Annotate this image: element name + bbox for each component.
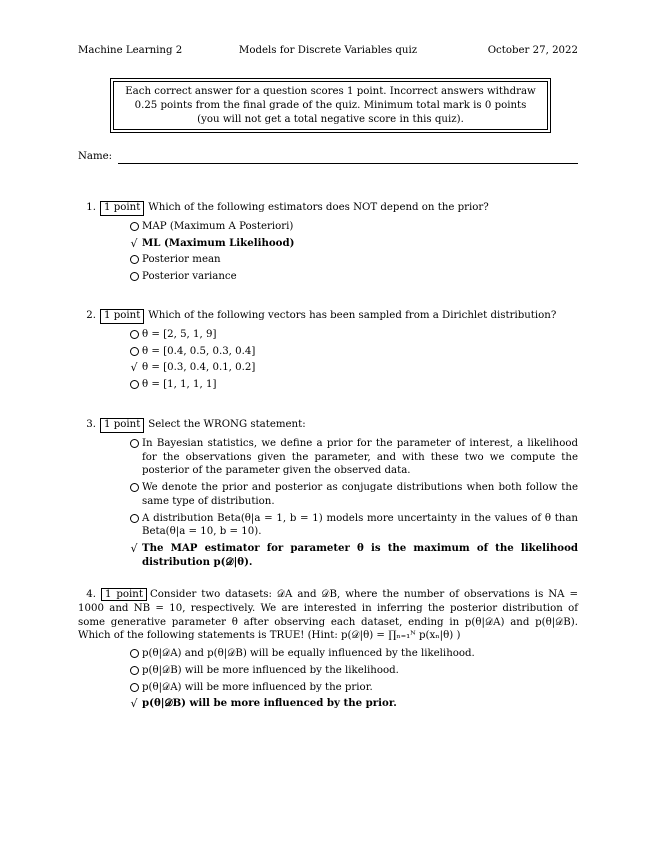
option-text: MAP (Maximum A Posteriori) — [142, 220, 294, 232]
option-text: θ = [0.3, 0.4, 0.1, 0.2] — [142, 362, 256, 374]
name-field[interactable] — [118, 153, 578, 164]
option-correct[interactable] — [126, 542, 578, 570]
checkmark-icon: √ — [130, 542, 138, 556]
points-badge: 1 point — [100, 201, 144, 216]
option-text: The MAP estimator for parameter θ is the maximum of the likelihood distribution p(𝒟|θ). — [142, 542, 578, 568]
points-badge: 1 point — [100, 418, 144, 433]
question-2 — [78, 309, 578, 395]
question-3 — [78, 418, 578, 573]
scoring-notice-text: Each correct answer for a question scores 1 point. Incorrect answers withdraw 0.25 points from the final grade of the quiz. Minimum total mark is 0 points (you will not get a total negative score in this quiz). — [113, 81, 548, 130]
option-text: A distribution Beta(θ|a = 1, b = 1) models more uncertainty in the values of θ than Beta(θ|a = 10, b = 10). — [142, 512, 578, 538]
option-text: θ = [1, 1, 1, 1] — [142, 379, 217, 391]
options-list — [126, 220, 578, 284]
checkmark-icon: √ — [130, 236, 138, 250]
page-header — [78, 44, 578, 58]
options-list — [126, 647, 578, 711]
course-name: Machine Learning 2 — [78, 45, 183, 56]
option[interactable] — [126, 681, 578, 695]
option-correct[interactable] — [126, 361, 578, 375]
option-text: Posterior variance — [142, 271, 237, 283]
radio-circle-icon[interactable] — [130, 439, 139, 448]
option-text: Posterior mean — [142, 254, 221, 266]
option-correct[interactable] — [126, 237, 578, 251]
quiz-title: Models for Discrete Variables quiz — [238, 45, 418, 56]
question-number: 1. — [86, 202, 96, 213]
option-text: In Bayesian statistics, we define a prior for the parameter of interest, a likelihood for the observations given the parameter, and with these two we compute the posterior of the parameter given the observed data. — [142, 437, 578, 477]
option-text: p(θ|𝒟B) will be more influenced by the likelihood. — [142, 664, 399, 676]
name-label: Name: — [78, 151, 113, 162]
checkmark-icon: √ — [130, 697, 138, 711]
option[interactable] — [126, 437, 578, 478]
radio-circle-icon[interactable] — [130, 683, 139, 692]
question-number: 4. — [86, 589, 96, 600]
option-text: We denote the prior and posterior as conjugate distributions when both follow the same type of distribution. — [142, 482, 578, 507]
radio-circle-icon[interactable] — [130, 347, 139, 356]
radio-circle-icon[interactable] — [130, 666, 139, 675]
name-row — [78, 150, 578, 164]
question-text: Which of the following vectors has been sampled from a Dirichlet distribution? — [148, 310, 557, 321]
options-list — [126, 437, 578, 570]
option[interactable] — [126, 647, 578, 661]
radio-circle-icon[interactable] — [130, 483, 139, 492]
option[interactable] — [126, 328, 578, 342]
question-1 — [78, 201, 578, 287]
radio-circle-icon[interactable] — [130, 649, 139, 658]
radio-circle-icon[interactable] — [130, 272, 139, 281]
option[interactable] — [126, 378, 578, 392]
option-text: p(θ|𝒟A) and p(θ|𝒟B) will be equally influenced by the likelihood. — [142, 648, 475, 660]
option[interactable] — [126, 664, 578, 678]
radio-circle-icon[interactable] — [130, 222, 139, 231]
radio-circle-icon[interactable] — [130, 514, 139, 523]
radio-circle-icon[interactable] — [130, 330, 139, 339]
points-badge: 1 point — [100, 309, 144, 324]
radio-circle-icon[interactable] — [130, 380, 139, 389]
radio-circle-icon[interactable] — [130, 255, 139, 264]
scoring-notice-box — [110, 78, 551, 133]
option-text: θ = [0.4, 0.5, 0.3, 0.4] — [142, 345, 256, 357]
option[interactable] — [126, 270, 578, 284]
option[interactable] — [126, 220, 578, 234]
option-text: p(θ|𝒟B) will be more influenced by the prior. — [142, 697, 397, 710]
option-correct[interactable] — [126, 697, 578, 711]
option[interactable] — [126, 253, 578, 267]
option[interactable] — [126, 512, 578, 540]
question-text: Consider two datasets: 𝒟A and 𝒟B, where the number of observations is NA = 1000 and NB = 10, respectively. We are interested in inferring the posterior distribution of some generative parameter θ after observing each dataset, ending in p(θ|𝒟A) and p(θ|𝒟B). Which of the following statements is TRUE! (Hint: p(𝒟|θ) = ∏ₙ₌₁ᴺ p(xₙ|θ) ) — [78, 589, 578, 642]
question-number: 3. — [86, 419, 96, 430]
option-text: θ = [2, 5, 1, 9] — [142, 328, 217, 340]
quiz-date: October 27, 2022 — [487, 45, 578, 56]
points-badge: 1 point — [101, 588, 147, 601]
question-number: 2. — [86, 310, 96, 321]
question-text: Which of the following estimators does NOT depend on the prior? — [148, 202, 489, 213]
question-4 — [78, 588, 578, 714]
option[interactable] — [126, 481, 578, 509]
options-list — [126, 328, 578, 392]
question-text: Select the WRONG statement: — [148, 419, 306, 430]
option-text: ML (Maximum Likelihood) — [142, 236, 295, 249]
checkmark-icon: √ — [130, 361, 138, 375]
option[interactable] — [126, 345, 578, 359]
option-text: p(θ|𝒟A) will be more influenced by the prior. — [142, 681, 373, 693]
